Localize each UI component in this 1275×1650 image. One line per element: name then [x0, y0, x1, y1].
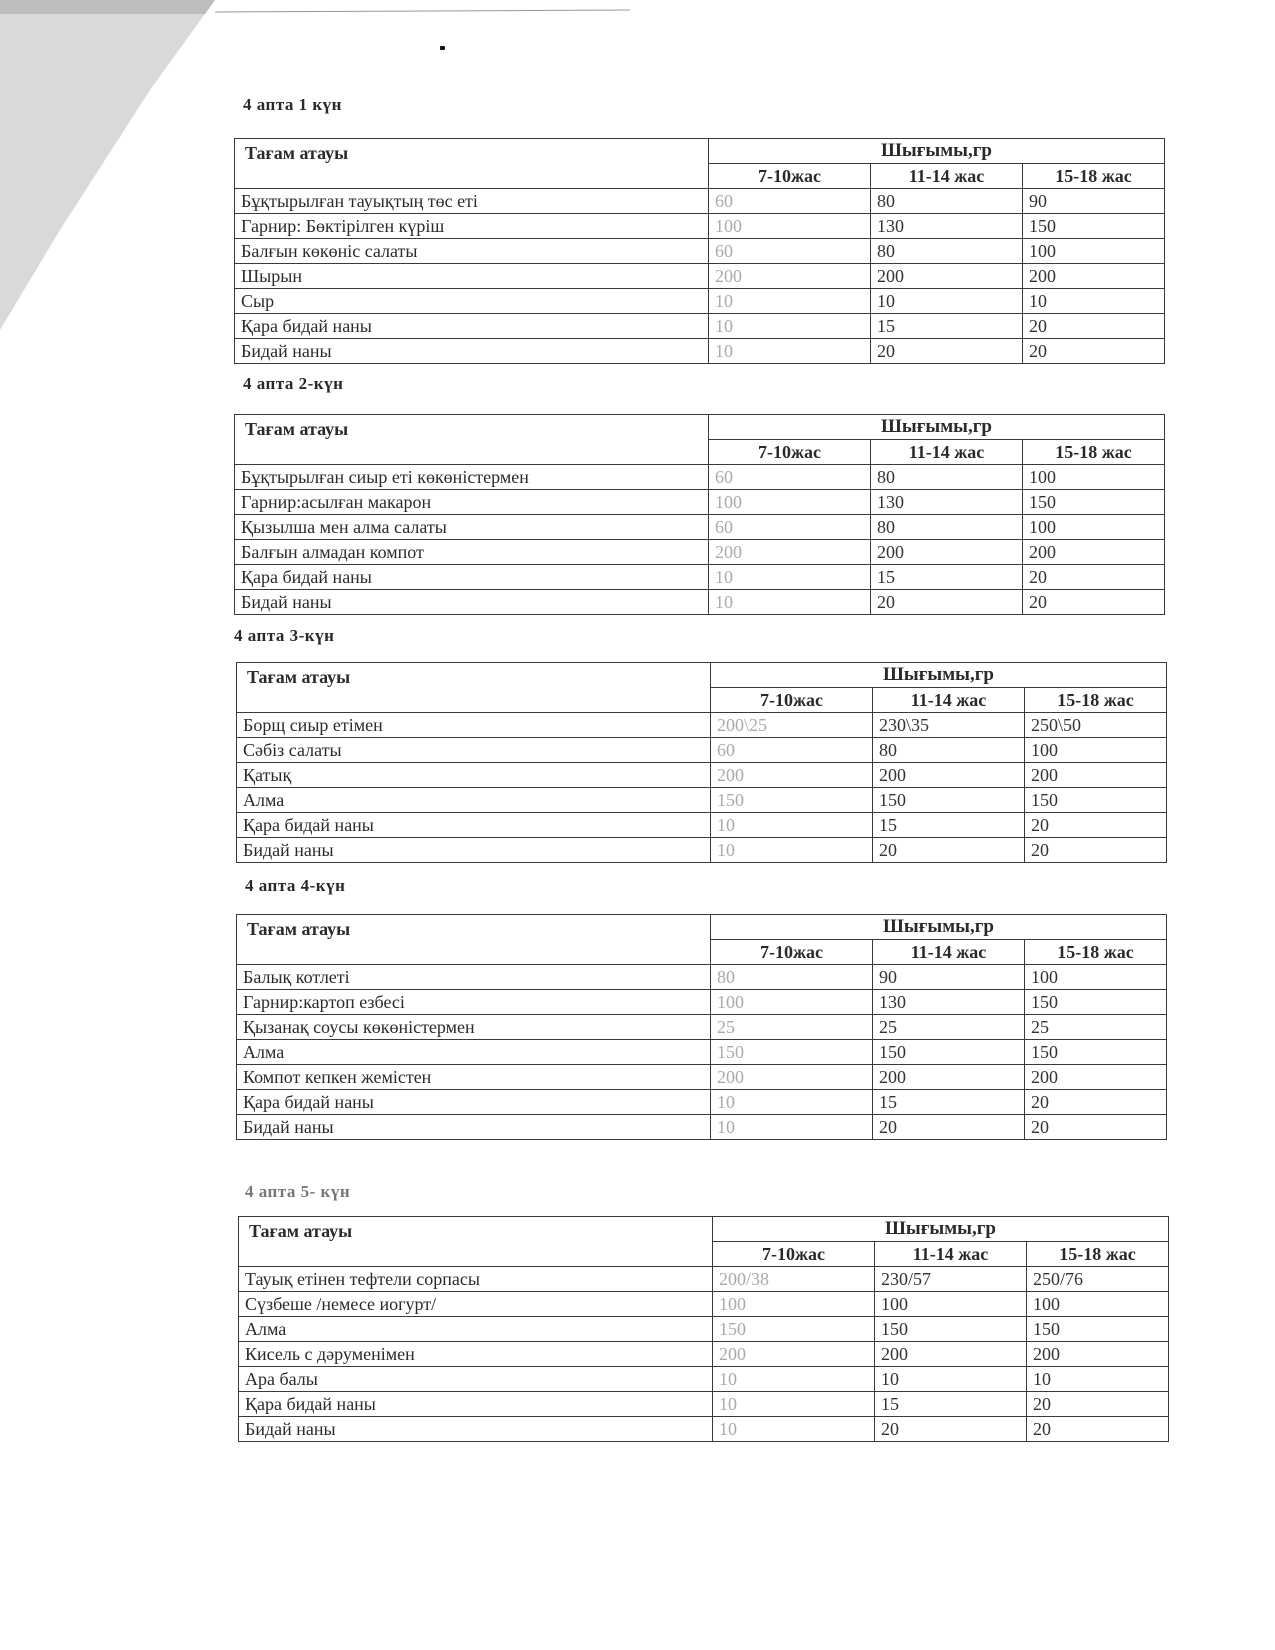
dish-name-cell: Гарнир: Бөктірілген күріш [235, 214, 709, 239]
dish-name-cell: Қатық [237, 763, 711, 788]
portion-11-14-cell: 20 [871, 590, 1023, 615]
portion-15-18-cell: 10 [1023, 289, 1165, 314]
dish-name-cell: Сүзбеше /немесе иогурт/ [239, 1292, 713, 1317]
portion-11-14-cell: 80 [871, 189, 1023, 214]
portion-15-18-cell: 150 [1025, 788, 1167, 813]
table-row [235, 339, 1165, 364]
portion-11-14-cell: 200 [871, 540, 1023, 565]
portion-7-10-cell: 200 [709, 264, 871, 289]
table-body [237, 663, 1167, 863]
table-row [235, 590, 1165, 615]
table-row [235, 239, 1165, 264]
table-row [237, 1090, 1167, 1115]
header-row [239, 1217, 1169, 1242]
portion-7-10-cell: 10 [709, 314, 871, 339]
portion-11-14-cell: 80 [871, 465, 1023, 490]
portion-7-10-cell: 100 [711, 990, 873, 1015]
column-header-dish-name: Тағам атауы [237, 915, 711, 965]
dish-name-cell: Қара бидай наны [235, 565, 709, 590]
dish-name-cell: Қара бидай наны [239, 1392, 713, 1417]
portion-7-10-cell: 10 [709, 565, 871, 590]
column-header-age-7-10: 7-10жас [709, 440, 871, 465]
portion-11-14-cell: 100 [875, 1292, 1027, 1317]
portion-15-18-cell: 150 [1027, 1317, 1169, 1342]
portion-7-10-cell: 200 [713, 1342, 875, 1367]
header-row [235, 415, 1165, 440]
portion-11-14-cell: 200 [873, 1065, 1025, 1090]
table-row [239, 1292, 1169, 1317]
portion-15-18-cell: 250/76 [1027, 1267, 1169, 1292]
dish-name-cell: Бидай наны [237, 1115, 711, 1140]
column-header-yield: Шығымы,гр [711, 663, 1167, 688]
portion-11-14-cell: 15 [871, 565, 1023, 590]
portion-7-10-cell: 10 [713, 1417, 875, 1442]
portion-11-14-cell: 130 [871, 490, 1023, 515]
column-header-yield: Шығымы,гр [709, 415, 1165, 440]
dish-name-cell: Сыр [235, 289, 709, 314]
dish-name-cell: Бұқтырылған тауықтың төс еті [235, 189, 709, 214]
portion-15-18-cell: 200 [1023, 264, 1165, 289]
portion-7-10-cell: 200\25 [711, 713, 873, 738]
portion-15-18-cell: 20 [1025, 838, 1167, 863]
portion-7-10-cell: 10 [709, 590, 871, 615]
menu-table-day-1 [234, 138, 1165, 364]
portion-15-18-cell: 150 [1025, 990, 1167, 1015]
portion-11-14-cell: 15 [873, 1090, 1025, 1115]
portion-11-14-cell: 25 [873, 1015, 1025, 1040]
portion-7-10-cell: 200 [711, 763, 873, 788]
portion-7-10-cell: 10 [711, 1115, 873, 1140]
table-row [237, 838, 1167, 863]
portion-15-18-cell: 150 [1023, 214, 1165, 239]
column-header-age-15-18: 15-18 жас [1025, 688, 1167, 713]
portion-15-18-cell: 20 [1023, 314, 1165, 339]
dish-name-cell: Кисель с дәруменімен [239, 1342, 713, 1367]
table-row [235, 465, 1165, 490]
day-heading-2: 4 апта 2-күн [243, 374, 344, 393]
dish-name-cell: Сәбіз салаты [237, 738, 711, 763]
table-row [237, 713, 1167, 738]
portion-11-14-cell: 230/57 [875, 1267, 1027, 1292]
header-row [235, 139, 1165, 164]
column-header-age-15-18: 15-18 жас [1023, 164, 1165, 189]
portion-7-10-cell: 150 [713, 1317, 875, 1342]
day-heading-1: 4 апта 1 күн [243, 95, 342, 114]
portion-15-18-cell: 20 [1023, 339, 1165, 364]
scan-speck [440, 46, 445, 50]
dish-name-cell: Тауық етінен тефтели сорпасы [239, 1267, 713, 1292]
portion-15-18-cell: 100 [1027, 1292, 1169, 1317]
portion-11-14-cell: 20 [871, 339, 1023, 364]
column-header-dish-name: Тағам атауы [235, 415, 709, 465]
portion-7-10-cell: 10 [711, 813, 873, 838]
portion-15-18-cell: 20 [1027, 1392, 1169, 1417]
column-header-age-11-14: 11-14 жас [873, 688, 1025, 713]
header-row [237, 663, 1167, 688]
portion-11-14-cell: 10 [871, 289, 1023, 314]
portion-7-10-cell: 10 [711, 1090, 873, 1115]
portion-11-14-cell: 80 [871, 515, 1023, 540]
dish-name-cell: Шырын [235, 264, 709, 289]
portion-7-10-cell: 10 [711, 838, 873, 863]
dish-name-cell: Қызанақ соусы көкөністермен [237, 1015, 711, 1040]
table-row [237, 788, 1167, 813]
dish-name-cell: Қара бидай наны [237, 1090, 711, 1115]
table-row [235, 189, 1165, 214]
portion-15-18-cell: 200 [1025, 1065, 1167, 1090]
portion-15-18-cell: 20 [1023, 565, 1165, 590]
portion-15-18-cell: 20 [1023, 590, 1165, 615]
table-row [235, 540, 1165, 565]
portion-11-14-cell: 80 [873, 738, 1025, 763]
header-row [237, 915, 1167, 940]
day-heading-5: 4 апта 5- күн [245, 1182, 351, 1201]
table-row [235, 314, 1165, 339]
dish-name-cell: Гарнир:асылған макарон [235, 490, 709, 515]
portion-11-14-cell: 20 [875, 1417, 1027, 1442]
portion-15-18-cell: 100 [1025, 738, 1167, 763]
dish-name-cell: Қара бидай наны [235, 314, 709, 339]
table-row [237, 1115, 1167, 1140]
portion-7-10-cell: 10 [709, 289, 871, 314]
portion-15-18-cell: 100 [1023, 465, 1165, 490]
table-row [239, 1342, 1169, 1367]
portion-11-14-cell: 130 [873, 990, 1025, 1015]
column-header-yield: Шығымы,гр [711, 915, 1167, 940]
portion-7-10-cell: 10 [713, 1392, 875, 1417]
column-header-yield: Шығымы,гр [709, 139, 1165, 164]
column-header-age-7-10: 7-10жас [711, 940, 873, 965]
table-row [237, 990, 1167, 1015]
column-header-age-11-14: 11-14 жас [871, 164, 1023, 189]
menu-table-day-5 [238, 1216, 1169, 1442]
table-row [235, 214, 1165, 239]
table-row [235, 565, 1165, 590]
portion-15-18-cell: 100 [1023, 515, 1165, 540]
dish-name-cell: Бидай наны [235, 590, 709, 615]
portion-7-10-cell: 60 [709, 239, 871, 264]
portion-7-10-cell: 200 [709, 540, 871, 565]
menu-table-day-2 [234, 414, 1165, 615]
dish-name-cell: Бидай наны [239, 1417, 713, 1442]
portion-11-14-cell: 15 [873, 813, 1025, 838]
dish-name-cell: Бұқтырылған сиыр еті көкөністермен [235, 465, 709, 490]
portion-11-14-cell: 150 [875, 1317, 1027, 1342]
table-row [239, 1267, 1169, 1292]
portion-7-10-cell: 200 [711, 1065, 873, 1090]
portion-15-18-cell: 150 [1023, 490, 1165, 515]
portion-11-14-cell: 20 [873, 1115, 1025, 1140]
dish-name-cell: Балғын көкөніс салаты [235, 239, 709, 264]
column-header-dish-name: Тағам атауы [235, 139, 709, 189]
day-heading-3: 4 апта 3-күн [234, 626, 335, 645]
portion-11-14-cell: 90 [873, 965, 1025, 990]
dish-name-cell: Борщ сиыр етімен [237, 713, 711, 738]
table-row [235, 515, 1165, 540]
portion-11-14-cell: 15 [875, 1392, 1027, 1417]
dish-name-cell: Алма [237, 1040, 711, 1065]
portion-15-18-cell: 20 [1025, 1090, 1167, 1115]
column-header-age-11-14: 11-14 жас [873, 940, 1025, 965]
portion-7-10-cell: 150 [711, 788, 873, 813]
portion-15-18-cell: 20 [1027, 1417, 1169, 1442]
table-row [239, 1367, 1169, 1392]
portion-7-10-cell: 10 [713, 1367, 875, 1392]
table-row [235, 289, 1165, 314]
dish-name-cell: Алма [239, 1317, 713, 1342]
table-row [237, 1040, 1167, 1065]
portion-7-10-cell: 60 [709, 515, 871, 540]
dish-name-cell: Алма [237, 788, 711, 813]
portion-15-18-cell: 200 [1023, 540, 1165, 565]
table-row [237, 813, 1167, 838]
column-header-age-15-18: 15-18 жас [1025, 940, 1167, 965]
portion-11-14-cell: 130 [871, 214, 1023, 239]
portion-15-18-cell: 150 [1025, 1040, 1167, 1065]
portion-15-18-cell: 100 [1025, 965, 1167, 990]
portion-7-10-cell: 80 [711, 965, 873, 990]
table-body [239, 1217, 1169, 1442]
column-header-age-15-18: 15-18 жас [1027, 1242, 1169, 1267]
portion-11-14-cell: 200 [875, 1342, 1027, 1367]
table-row [239, 1392, 1169, 1417]
portion-11-14-cell: 20 [873, 838, 1025, 863]
column-header-yield: Шығымы,гр [713, 1217, 1169, 1242]
dish-name-cell: Компот кепкен жемістен [237, 1065, 711, 1090]
portion-7-10-cell: 200/38 [713, 1267, 875, 1292]
portion-7-10-cell: 100 [709, 214, 871, 239]
portion-15-18-cell: 100 [1023, 239, 1165, 264]
menu-table-day-3 [236, 662, 1167, 863]
portion-7-10-cell: 150 [711, 1040, 873, 1065]
table-row [237, 965, 1167, 990]
portion-15-18-cell: 20 [1025, 813, 1167, 838]
column-header-age-11-14: 11-14 жас [875, 1242, 1027, 1267]
column-header-age-7-10: 7-10жас [709, 164, 871, 189]
dish-name-cell: Балғын алмадан компот [235, 540, 709, 565]
table-body [237, 915, 1167, 1140]
table-row [235, 264, 1165, 289]
portion-11-14-cell: 15 [871, 314, 1023, 339]
dish-name-cell: Ара балы [239, 1367, 713, 1392]
portion-15-18-cell: 20 [1025, 1115, 1167, 1140]
table-row [239, 1417, 1169, 1442]
table-body [235, 415, 1165, 615]
portion-7-10-cell: 10 [709, 339, 871, 364]
portion-15-18-cell: 10 [1027, 1367, 1169, 1392]
portion-11-14-cell: 200 [873, 763, 1025, 788]
dish-name-cell: Бидай наны [237, 838, 711, 863]
portion-15-18-cell: 200 [1025, 763, 1167, 788]
column-header-age-15-18: 15-18 жас [1023, 440, 1165, 465]
portion-7-10-cell: 60 [709, 465, 871, 490]
table-row [235, 490, 1165, 515]
portion-7-10-cell: 60 [711, 738, 873, 763]
table-body [235, 139, 1165, 364]
column-header-age-7-10: 7-10жас [711, 688, 873, 713]
portion-11-14-cell: 80 [871, 239, 1023, 264]
column-header-dish-name: Тағам атауы [239, 1217, 713, 1267]
column-header-age-11-14: 11-14 жас [871, 440, 1023, 465]
portion-11-14-cell: 200 [871, 264, 1023, 289]
column-header-age-7-10: 7-10жас [713, 1242, 875, 1267]
table-row [237, 1065, 1167, 1090]
portion-11-14-cell: 150 [873, 788, 1025, 813]
dish-name-cell: Балық котлеті [237, 965, 711, 990]
portion-15-18-cell: 25 [1025, 1015, 1167, 1040]
portion-15-18-cell: 250\50 [1025, 713, 1167, 738]
portion-11-14-cell: 230\35 [873, 713, 1025, 738]
table-row [239, 1317, 1169, 1342]
portion-15-18-cell: 90 [1023, 189, 1165, 214]
portion-7-10-cell: 60 [709, 189, 871, 214]
portion-7-10-cell: 100 [713, 1292, 875, 1317]
portion-7-10-cell: 100 [709, 490, 871, 515]
day-heading-4: 4 апта 4-күн [245, 876, 346, 895]
column-header-dish-name: Тағам атауы [237, 663, 711, 713]
table-row [237, 738, 1167, 763]
menu-table-day-4 [236, 914, 1167, 1140]
table-row [237, 1015, 1167, 1040]
dish-name-cell: Бидай наны [235, 339, 709, 364]
dish-name-cell: Қара бидай наны [237, 813, 711, 838]
table-row [237, 763, 1167, 788]
portion-7-10-cell: 25 [711, 1015, 873, 1040]
portion-11-14-cell: 150 [873, 1040, 1025, 1065]
dish-name-cell: Қызылша мен алма салаты [235, 515, 709, 540]
portion-15-18-cell: 200 [1027, 1342, 1169, 1367]
portion-11-14-cell: 10 [875, 1367, 1027, 1392]
dish-name-cell: Гарнир:картоп езбесі [237, 990, 711, 1015]
